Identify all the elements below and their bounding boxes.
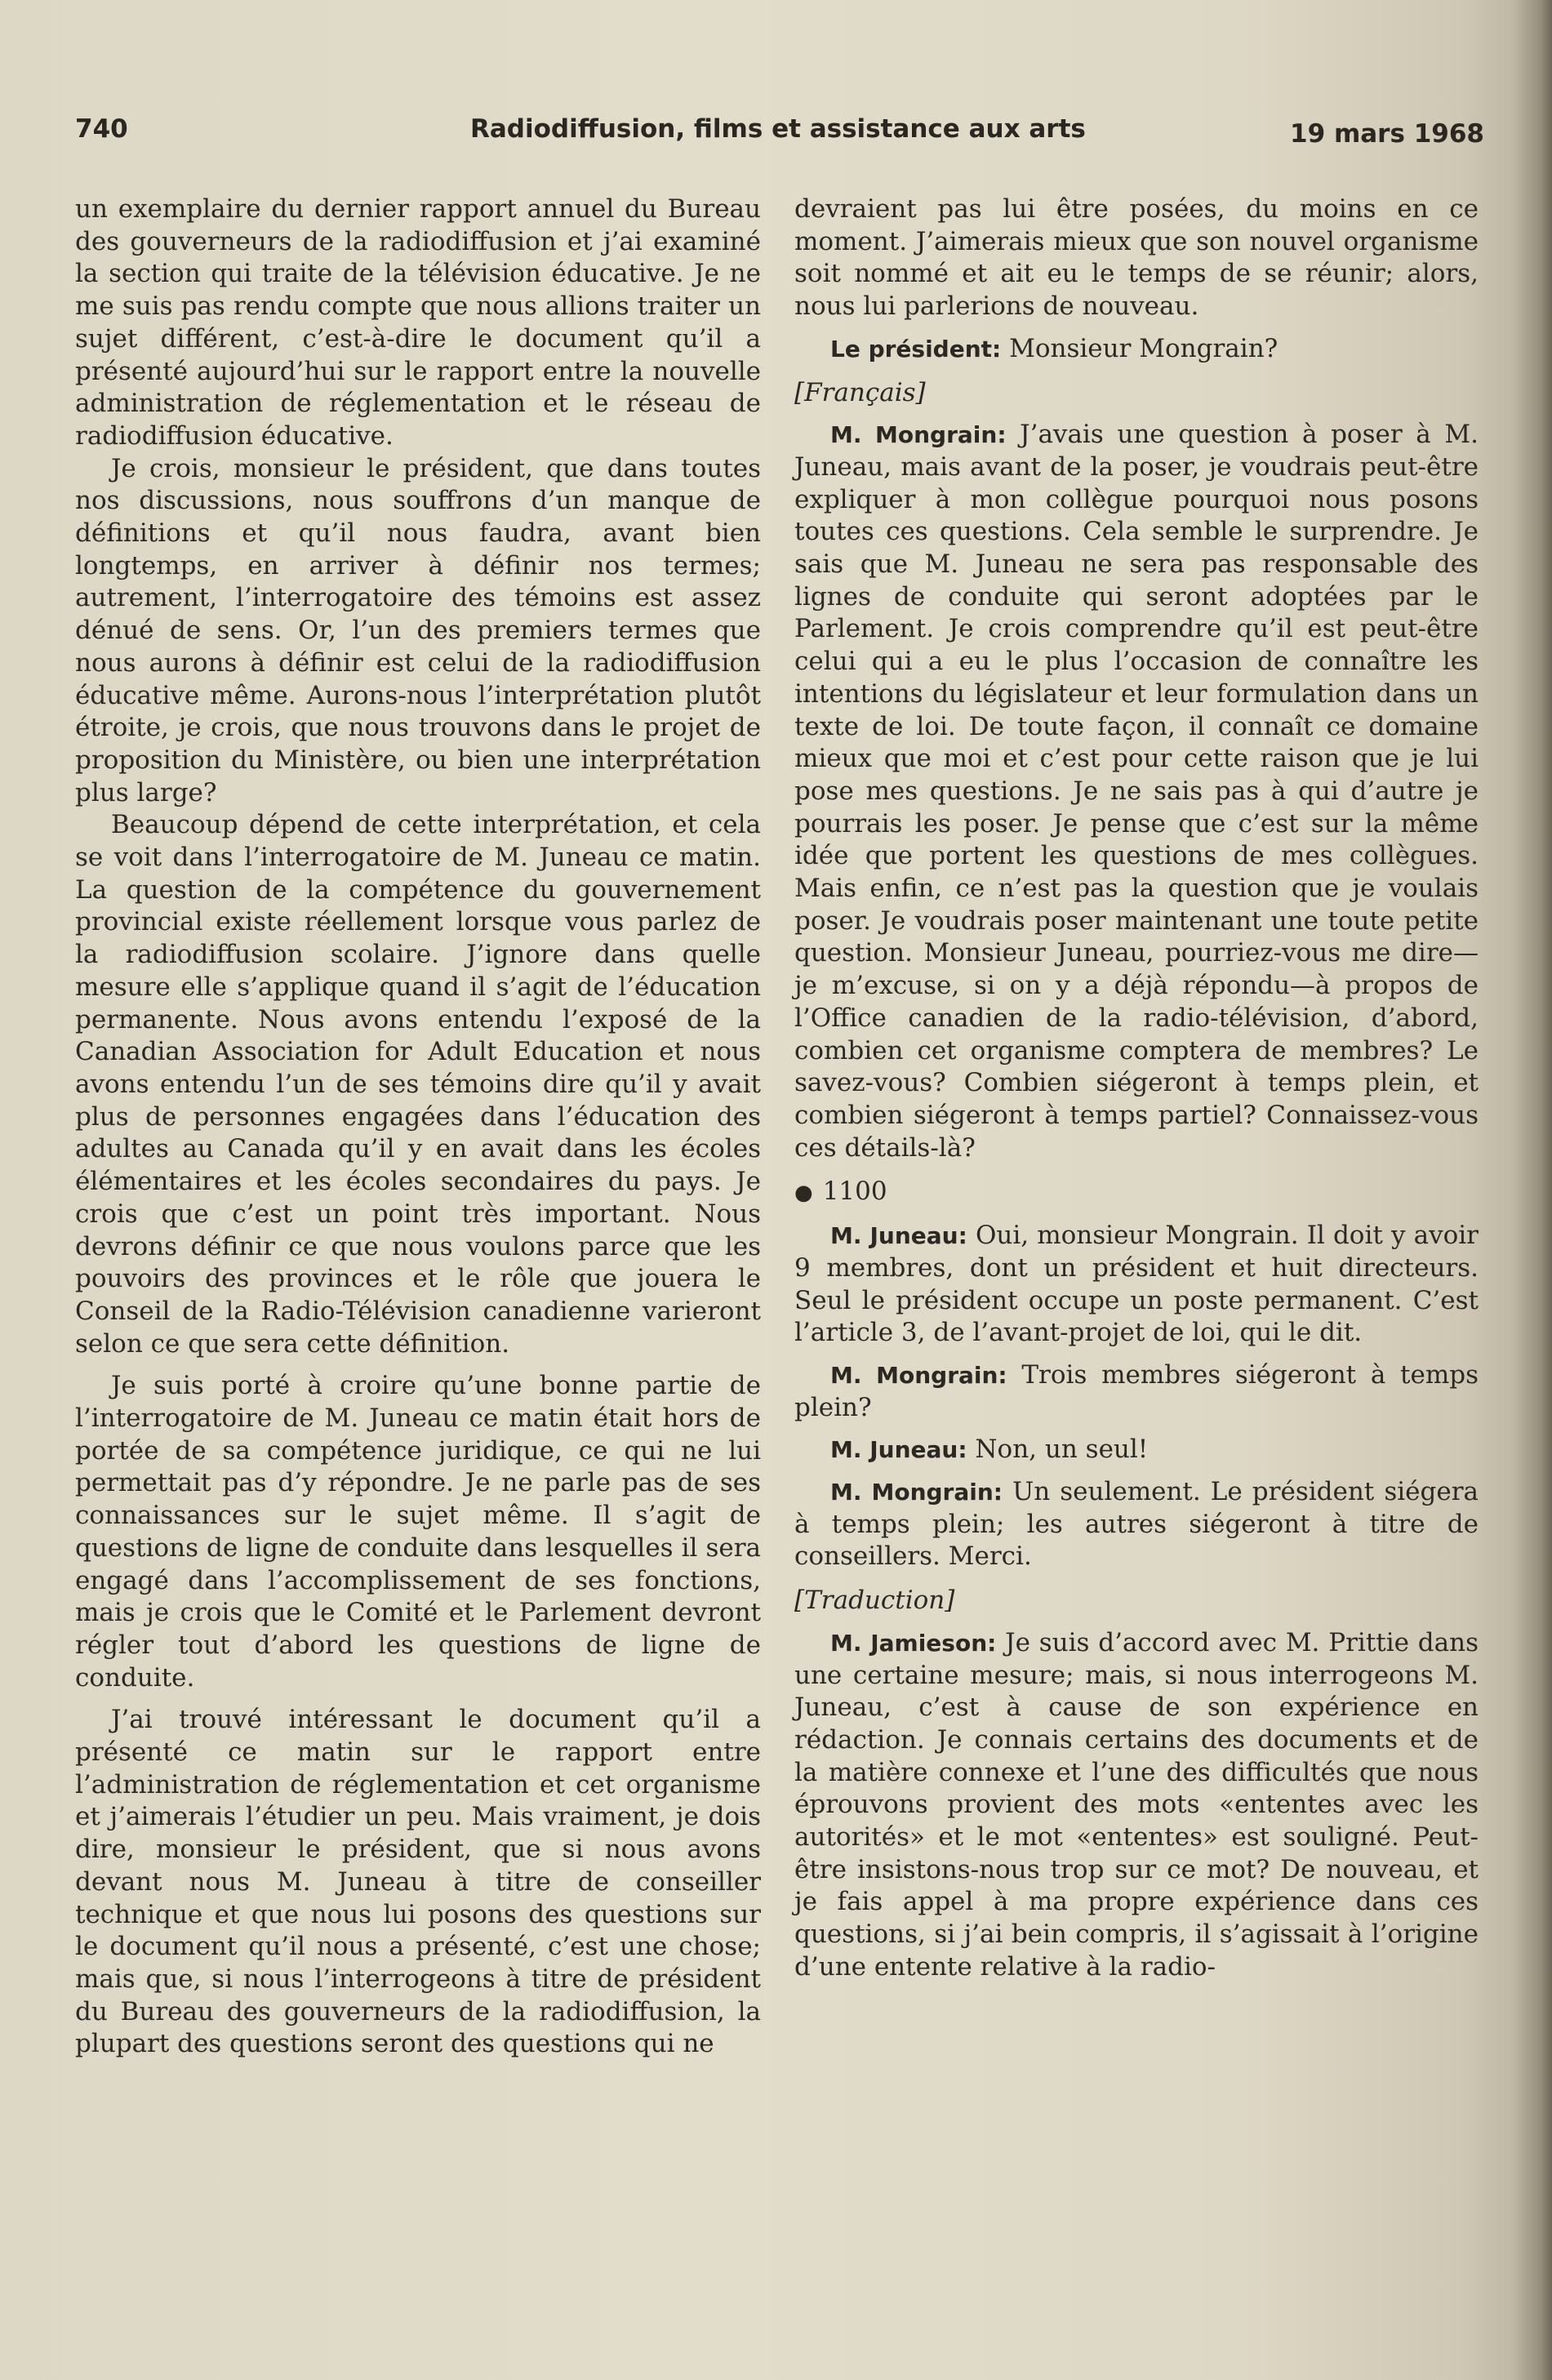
page-number: 740	[75, 114, 128, 144]
speech-paragraph	[794, 1220, 1479, 1350]
speech-paragraph	[794, 1476, 1479, 1573]
speaker-name: M. Mongrain:	[830, 1361, 1007, 1389]
speech-text: Monsieur Mongrain?	[1009, 333, 1279, 363]
paragraph: Je crois, monsieur le président, que dans toutes nos discussions, nous souffrons d’un manque de définitions et qu’il nous faudra, avant bien longtemps, en arriver à définir nos termes; autrement, l’interrogatoire des témoins est assez dénué de sens. Or, l’un des premiers termes que nous aurons à définir est celui de la radiodiffusion éducative même. Aurons-nous l’interprétation plutôt étroite, je crois, que nous trouvons dans le projet de proposition du Ministère, ou bien une interprétation plus large?	[75, 453, 761, 807]
speaker-name: M. Juneau:	[830, 1222, 967, 1250]
speech-text: Oui, monsieur Mongrain. Il doit y avoir 9 membres, dont un président et huit directeurs. Seul le président occupe un poste permanent. C’est l’article 3, de l’avant-projet de loi, qui le dit.	[794, 1221, 1479, 1348]
page-edge-shadow	[1513, 0, 1552, 2380]
speech-text: Un seulement. Le président siégera à temps plein; les autres siégeront à titre de conseillers. Merci.	[794, 1477, 1479, 1572]
speaker-name: M. Jamieson:	[830, 1629, 997, 1657]
language-tag: [Français]	[794, 377, 926, 407]
running-header	[75, 114, 1484, 163]
paragraph: Beaucoup dépend de cette interprétation, et cela se voit dans l’interrogatoire de M. Juneau ce matin. La question de la compétence du gouvernement provincial existe réellement lorsque vous parlez de la radiodiffusion scolaire. J’ignore dans quelle mesure elle s’applique quand il s’agit de l’éducation permanente. Nous avons entendu l’exposé de la Canadian Association for Adult Education et nous avons entendu l’un de ses témoins dire qu’il y avait plus de personnes engagées dans l’éducation des adultes au Canada qu’il y en avait dans les écoles élémentaires et les écoles secondaires du pays. Je crois que c’est un point très important. Nous devrons définir ce que nous voulons parce que les pouvoirs des provinces et le rôle que jouera le Conseil de la Radio-Télévision canadienne varieront selon ce que sera cette définition.	[75, 810, 761, 1359]
speech-paragraph	[794, 1434, 1479, 1466]
running-title: Radiodiffusion, films et assistance aux arts	[470, 114, 1086, 144]
speaker-name: M. Mongrain:	[830, 1479, 1003, 1506]
speaker-name: M. Mongrain:	[830, 421, 1007, 449]
speaker-name: M. Juneau:	[830, 1436, 967, 1464]
paragraph: un exemplaire du dernier rapport annuel du Bureau des gouverneurs de la radiodiffusion et j’ai examiné la section qui traite de la télévision éducative. Je ne me suis pas rendu compte que nous allions traiter un sujet différent, c’est-à-dire le document qu’il a présenté aujourd’hui sur le rapport entre la nouvelle administration de réglementation et le réseau de radiodiffusion éducative.	[75, 194, 761, 451]
speech-paragraph	[794, 419, 1479, 1164]
paragraph: Je suis porté à croire qu’une bonne partie de l’interrogatoire de M. Juneau ce matin était hors de portée de sa compétence juridique, ce qui ne lui permettait pas d’y répondre. Je ne parle pas de ses connaissances sur le sujet même. Il s’agit de questions de ligne de conduite dans lesquelles il sera engagé dans l’accomplissement de ses fonctions, mais je crois que le Comité et le Parlement devront régler tout d’abord les questions de ligne de conduite.	[75, 1371, 761, 1693]
paragraph: devraient pas lui être posées, du moins en ce moment. J’aimerais mieux que son nouvel organisme soit nommé et ait eu le temps de se réunir; alors, nous lui parlerions de nouveau.	[794, 194, 1479, 322]
speech-paragraph	[794, 333, 1479, 366]
paragraph: J’ai trouvé intéressant le document qu’il a présenté ce matin sur le rapport entre l’administration de réglementation et cet organisme et j’aimerais l’étudier un peu. Mais vraiment, je dois dire, monsieur le président, que si nous avons devant nous M. Juneau à titre de conseiller technique et que nous lui posons des questions sur le document qu’il nous a présenté, c’est une chose; mais que, si nous l’interrogeons à titre de président du Bureau des gouverneurs de la radiodiffusion, la plupart des questions seront des questions qui ne	[75, 1705, 761, 2059]
left-column	[75, 194, 761, 2061]
right-column	[794, 194, 1479, 1984]
language-tag: [Traduction]	[794, 1586, 955, 1616]
speaker-name: Le président:	[830, 335, 1002, 363]
header-date: 19 mars 1968	[1290, 119, 1484, 149]
time-marker	[794, 1176, 1479, 1210]
time-value: 1100	[822, 1177, 887, 1207]
speech-text: J’avais une question à poser à M. Juneau, mais avant de la poser, je voudrais peut-être expliquer à mon collègue pourquoi nous posons toutes ces questions. Cela semble le surprendre. Je sais que M. Juneau ne sera pas responsable des lignes de conduite qui seront adoptées par le Parlement. Je crois comprendre qu’il est peut-être celui qui a eu le plus l’occasion de connaître les intentions du législateur et leur formulation dans un texte de loi. De toute façon, il connaît ce domaine mieux que moi et c’est pour cette raison que je lui pose mes questions. Je ne sais pas à qui d’autre je pourrais les poser. Je pense que c’est sur la même idée que portent les questions de mes collègues. Mais enfin, ce n’est pas la question que je voulais poser. Je voudrais poser maintenant une toute petite question. Monsieur Juneau, pourriez-vous me dire—je m’excuse, si on y a déjà répondu—à propos de l’Office canadien de la radio-télévision, d’abord, combien cet organisme comptera de membres? Le savez-vous? Combien siégeront à temps plein, et combien siégeront à temps partiel? Connaissez-vous ces détails-là?	[794, 420, 1479, 1163]
bullet-icon: ●	[794, 1181, 813, 1206]
speech-text: Je suis d’accord avec M. Prittie dans une certaine mesure; mais, si nous interrogeons M. Juneau, c’est à cause de son expérience en rédaction. Je connais certains des documents et de la matière connexe et l’une des difficultés que nous éprouvons provient des mots «ententes avec les autorités» et le mot «ententes» est souligné. Peut-être insistons-nous trop sur ce mot? De nouveau, et je fais appel à ma propre expérience dans ces questions, si j’ai bein compris, il s’agissait à l’origine d’une entente relative à la radio-	[794, 1627, 1479, 1982]
speech-text: Non, un seul!	[975, 1435, 1149, 1465]
speech-text: Trois membres siégeront à temps plein?	[794, 1359, 1479, 1422]
speech-paragraph	[794, 1627, 1479, 1984]
speech-paragraph	[794, 1359, 1479, 1424]
